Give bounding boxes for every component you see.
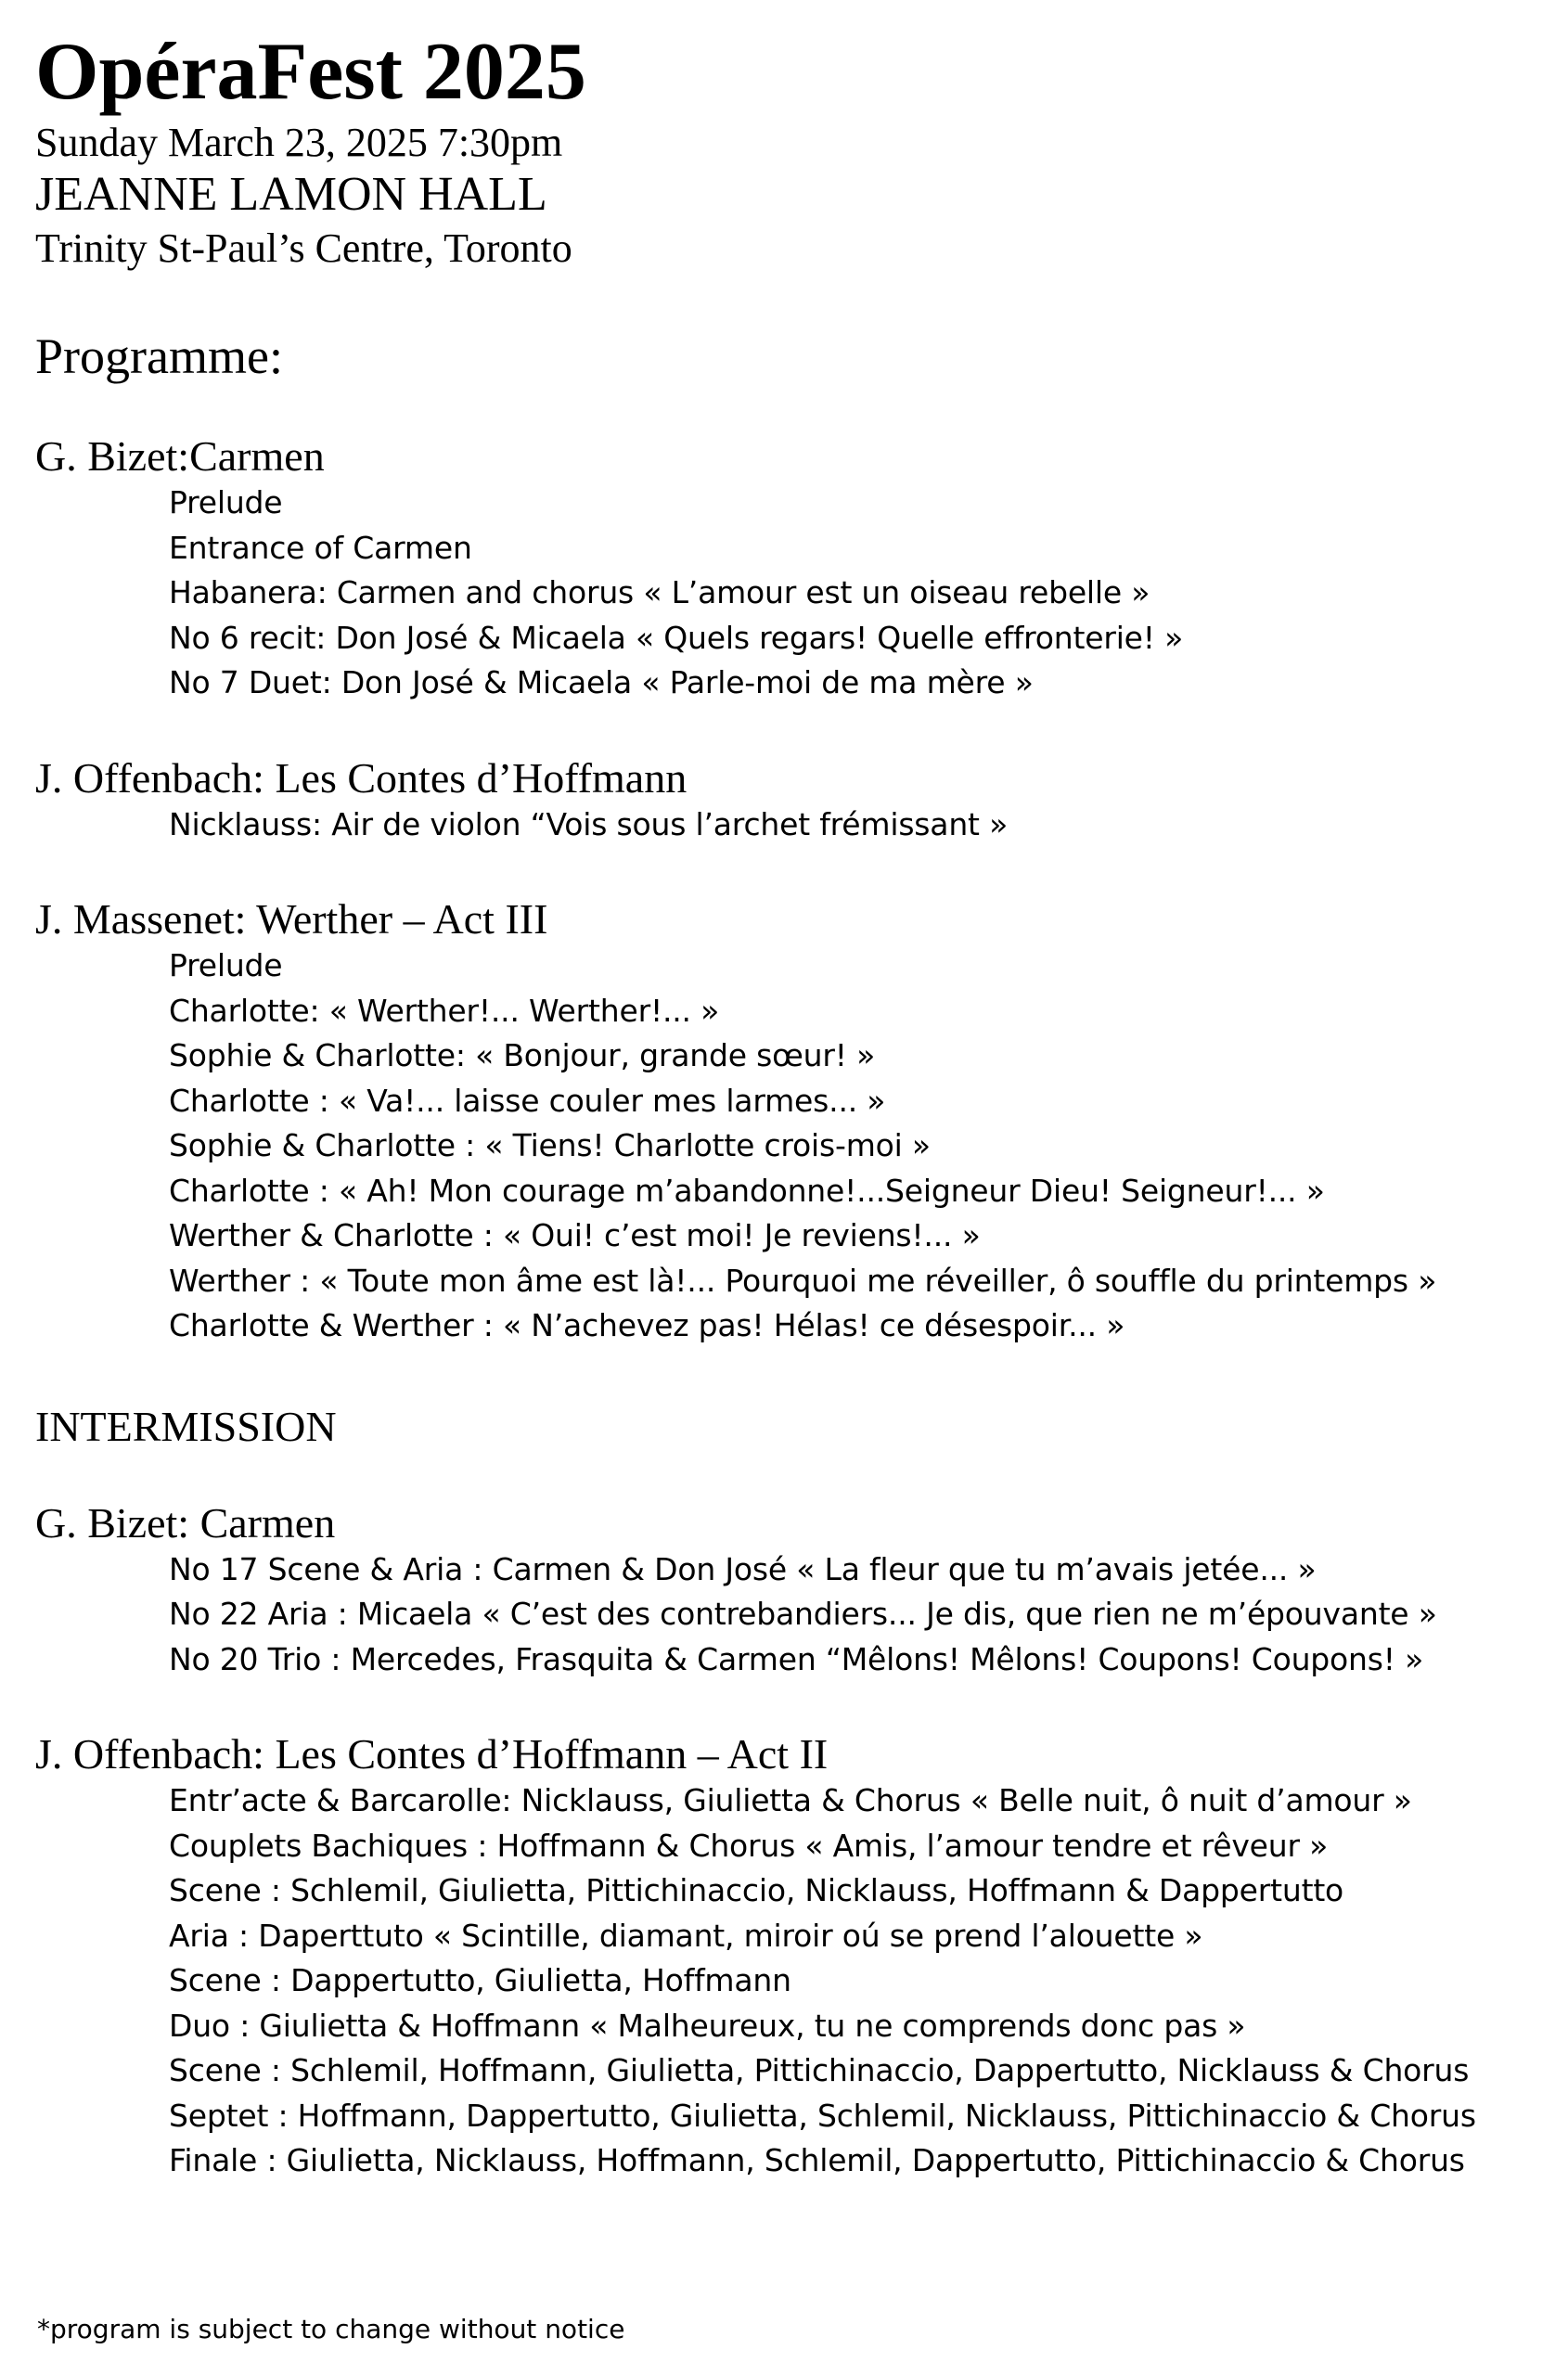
programme-document xyxy=(35,28,1548,2184)
list-item: Duo : Giulietta & Hoffmann « Malheureux, tu ne comprends donc pas » xyxy=(169,2007,1246,2044)
list-item: Couplets Bachiques : Hoffmann & Chorus « Amis, l’amour tendre et rêveur » xyxy=(169,1827,1329,1864)
list-item: Prelude xyxy=(169,484,283,520)
list-item: Charlotte & Werther : « N’achevez pas! Hélas! ce désespoir... » xyxy=(169,1307,1125,1343)
page-title: OpéraFest 2025 xyxy=(35,27,586,117)
section-title: J. Offenbach: Les Contes d’Hoffmann – Act II xyxy=(35,1730,829,1778)
event-datetime: Sunday March 23, 2025 7:30pm xyxy=(35,120,563,165)
list-item: Sophie & Charlotte: « Bonjour, grande sœur! » xyxy=(169,1037,876,1073)
list-item: Sophie & Charlotte : « Tiens! Charlotte crois-moi » xyxy=(169,1127,931,1163)
list-item: Scene : Dappertutto, Giulietta, Hoffmann xyxy=(169,1962,791,1998)
list-item: Finale : Giulietta, Nicklauss, Hoffmann, Schlemil, Dappertutto, Pittichinaccio & Chorus xyxy=(169,2142,1465,2178)
list-item: Charlotte: « Werther!... Werther!... » xyxy=(169,992,720,1029)
list-item: Scene : Schlemil, Hoffmann, Giulietta, Pittichinaccio, Dappertutto, Nicklauss & Chorus xyxy=(169,2052,1470,2088)
list-item: No 20 Trio : Mercedes, Frasquita & Carmen “Mêlons! Mêlons! Coupons! Coupons! » xyxy=(169,1640,1424,1677)
venue-name: JEANNE LAMON HALL xyxy=(35,168,547,221)
section-title: J. Offenbach: Les Contes d’Hoffmann xyxy=(35,753,688,802)
programme-heading: Programme: xyxy=(35,328,283,384)
section-offenbach-hoffmann-1 xyxy=(35,754,1548,848)
list-item: Nicklauss: Air de violon “Vois sous l’archet frémissant » xyxy=(169,805,1009,842)
list-item: Habanera: Carmen and chorus « L’amour est un oiseau rebelle » xyxy=(169,574,1150,610)
section-title: G. Bizet: Carmen xyxy=(35,1498,336,1547)
section-offenbach-hoffmann-2 xyxy=(35,1730,1548,2184)
section-title: J. Massenet: Werther – Act III xyxy=(35,895,548,943)
section-massenet-werther xyxy=(35,895,1548,1349)
list-item: No 7 Duet: Don José & Micaela « Parle-moi de ma mère » xyxy=(169,664,1034,700)
piece-list xyxy=(35,802,1548,848)
list-item: Charlotte : « Ah! Mon courage m’abandonne!...Seigneur Dieu! Seigneur!... » xyxy=(169,1172,1325,1209)
list-item: Septet : Hoffmann, Dappertutto, Giulietta, Schlemil, Nicklauss, Pittichinaccio & Chorus xyxy=(169,2097,1476,2134)
list-item: No 6 recit: Don José & Micaela « Quels regars! Quelle effronterie! » xyxy=(169,619,1184,656)
piece-list xyxy=(35,481,1548,706)
intermission-heading: INTERMISSION xyxy=(35,1402,337,1450)
venue-location: Trinity St-Paul’s Centre, Toronto xyxy=(35,225,572,271)
list-item: Aria : Daperttuto « Scintille, diamant, miroir oú se prend l’alouette » xyxy=(169,1917,1203,1954)
piece-list xyxy=(35,944,1548,1349)
piece-list xyxy=(35,1547,1548,1683)
section-title: G. Bizet:Carmen xyxy=(35,432,325,480)
list-item: Entrance of Carmen xyxy=(169,529,472,566)
list-item: No 22 Aria : Micaela « C’est des contrebandiers... Je dis, que rien ne m’épouvante » xyxy=(169,1596,1437,1632)
footnote: *program is subject to change without notice xyxy=(37,2314,625,2344)
list-item: Scene : Schlemil, Giulietta, Pittichinaccio, Nicklauss, Hoffmann & Dappertutto xyxy=(169,1872,1344,1908)
section-bizet-carmen-1 xyxy=(35,432,1548,706)
list-item: No 17 Scene & Aria : Carmen & Don José « La fleur que tu m’avais jetée... » xyxy=(169,1550,1317,1587)
list-item: Charlotte : « Va!... laisse couler mes larmes... » xyxy=(169,1082,886,1119)
list-item: Werther : « Toute mon âme est là!... Pourquoi me réveiller, ô souffle du printemps » xyxy=(169,1262,1437,1299)
list-item: Werther & Charlotte : « Oui! c’est moi! Je reviens!... » xyxy=(169,1217,981,1253)
section-bizet-carmen-2 xyxy=(35,1499,1548,1683)
list-item: Entr’acte & Barcarolle: Nicklauss, Giulietta & Chorus « Belle nuit, ô nuit d’amour » xyxy=(169,1782,1412,1818)
list-item: Prelude xyxy=(169,947,283,983)
piece-list xyxy=(35,1778,1548,2184)
